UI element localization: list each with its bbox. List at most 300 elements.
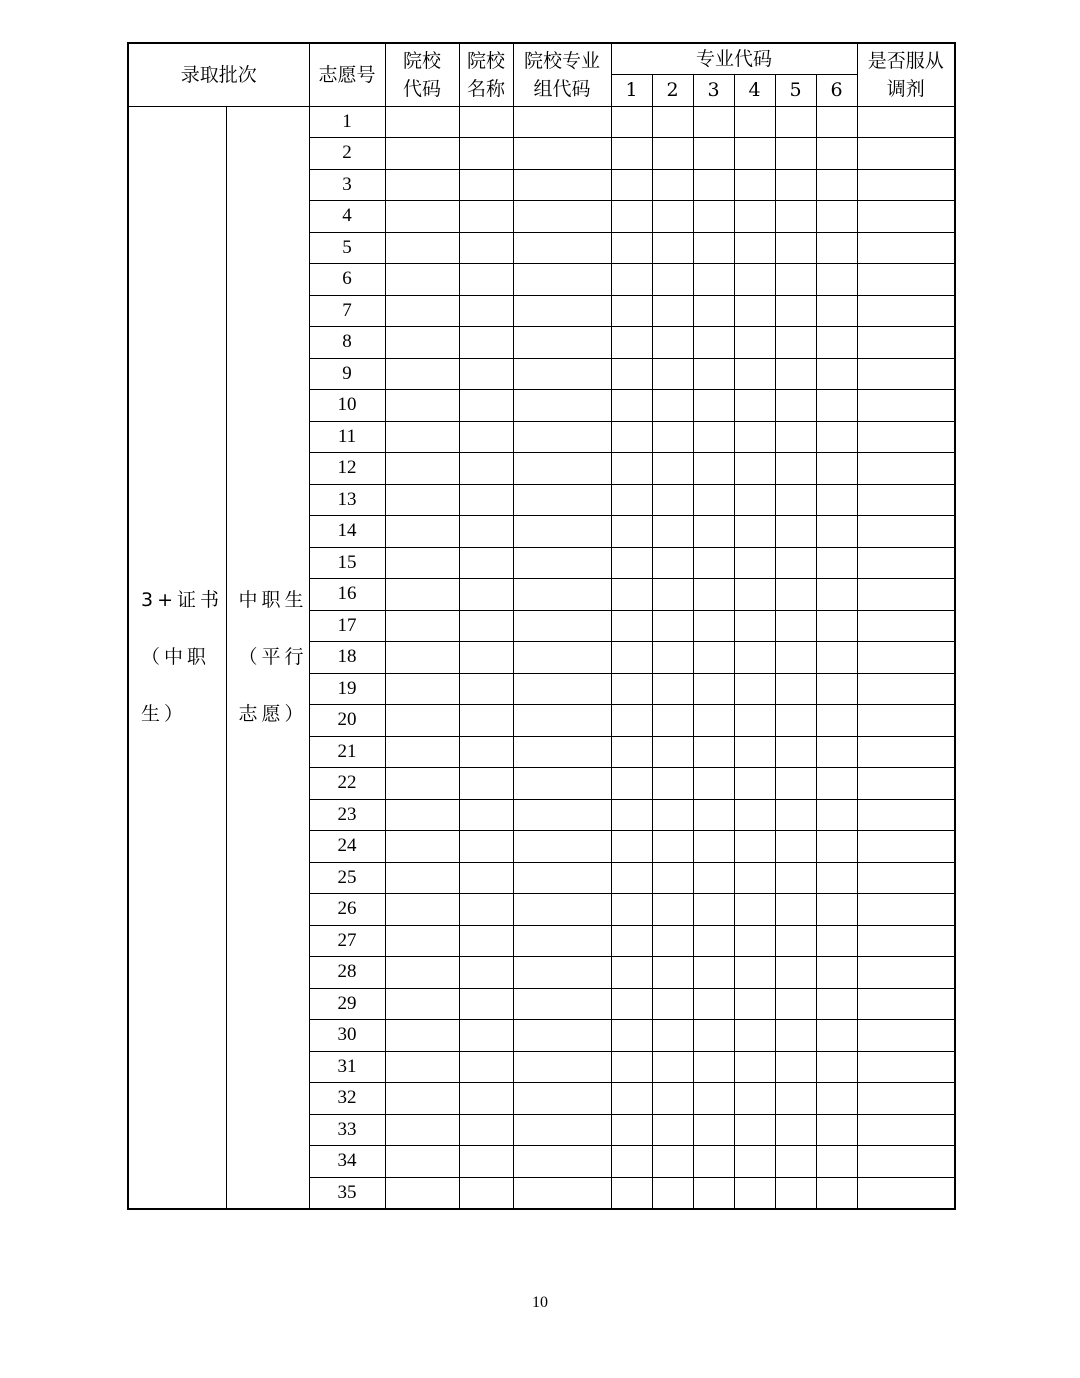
major-code-3-cell[interactable] xyxy=(693,1146,734,1178)
major-code-5-cell[interactable] xyxy=(775,453,816,485)
school-name-cell[interactable] xyxy=(459,201,513,233)
major-code-6-cell[interactable] xyxy=(816,516,857,548)
major-code-1-cell[interactable] xyxy=(611,894,652,926)
group-code-cell[interactable] xyxy=(513,547,611,579)
group-code-cell[interactable] xyxy=(513,736,611,768)
major-code-5-cell[interactable] xyxy=(775,988,816,1020)
group-code-cell[interactable] xyxy=(513,925,611,957)
school-name-cell[interactable] xyxy=(459,358,513,390)
major-code-6-cell[interactable] xyxy=(816,1051,857,1083)
major-code-6-cell[interactable] xyxy=(816,232,857,264)
major-code-3-cell[interactable] xyxy=(693,610,734,642)
adjust-cell[interactable] xyxy=(857,1020,955,1052)
major-code-6-cell[interactable] xyxy=(816,673,857,705)
major-code-3-cell[interactable] xyxy=(693,736,734,768)
adjust-cell[interactable] xyxy=(857,390,955,422)
major-code-3-cell[interactable] xyxy=(693,484,734,516)
major-code-4-cell[interactable] xyxy=(734,106,775,138)
school-name-cell[interactable] xyxy=(459,169,513,201)
school-name-cell[interactable] xyxy=(459,894,513,926)
major-code-3-cell[interactable] xyxy=(693,516,734,548)
major-code-1-cell[interactable] xyxy=(611,169,652,201)
school-name-cell[interactable] xyxy=(459,610,513,642)
major-code-1-cell[interactable] xyxy=(611,232,652,264)
major-code-5-cell[interactable] xyxy=(775,610,816,642)
major-code-4-cell[interactable] xyxy=(734,390,775,422)
major-code-6-cell[interactable] xyxy=(816,106,857,138)
group-code-cell[interactable] xyxy=(513,831,611,863)
adjust-cell[interactable] xyxy=(857,610,955,642)
school-code-cell[interactable] xyxy=(385,547,459,579)
major-code-1-cell[interactable] xyxy=(611,705,652,737)
school-code-cell[interactable] xyxy=(385,1083,459,1115)
major-code-4-cell[interactable] xyxy=(734,579,775,611)
adjust-cell[interactable] xyxy=(857,925,955,957)
major-code-2-cell[interactable] xyxy=(652,547,693,579)
major-code-1-cell[interactable] xyxy=(611,831,652,863)
major-code-3-cell[interactable] xyxy=(693,327,734,359)
group-code-cell[interactable] xyxy=(513,232,611,264)
group-code-cell[interactable] xyxy=(513,484,611,516)
group-code-cell[interactable] xyxy=(513,642,611,674)
major-code-2-cell[interactable] xyxy=(652,390,693,422)
adjust-cell[interactable] xyxy=(857,673,955,705)
major-code-4-cell[interactable] xyxy=(734,484,775,516)
major-code-6-cell[interactable] xyxy=(816,705,857,737)
adjust-cell[interactable] xyxy=(857,327,955,359)
adjust-cell[interactable] xyxy=(857,295,955,327)
major-code-2-cell[interactable] xyxy=(652,232,693,264)
group-code-cell[interactable] xyxy=(513,862,611,894)
major-code-1-cell[interactable] xyxy=(611,421,652,453)
group-code-cell[interactable] xyxy=(513,894,611,926)
group-code-cell[interactable] xyxy=(513,1051,611,1083)
major-code-4-cell[interactable] xyxy=(734,453,775,485)
adjust-cell[interactable] xyxy=(857,736,955,768)
major-code-1-cell[interactable] xyxy=(611,673,652,705)
major-code-4-cell[interactable] xyxy=(734,516,775,548)
major-code-1-cell[interactable] xyxy=(611,579,652,611)
major-code-3-cell[interactable] xyxy=(693,295,734,327)
school-name-cell[interactable] xyxy=(459,988,513,1020)
major-code-5-cell[interactable] xyxy=(775,327,816,359)
school-code-cell[interactable] xyxy=(385,579,459,611)
school-name-cell[interactable] xyxy=(459,106,513,138)
school-code-cell[interactable] xyxy=(385,988,459,1020)
major-code-2-cell[interactable] xyxy=(652,201,693,233)
major-code-2-cell[interactable] xyxy=(652,862,693,894)
major-code-2-cell[interactable] xyxy=(652,453,693,485)
major-code-2-cell[interactable] xyxy=(652,705,693,737)
major-code-1-cell[interactable] xyxy=(611,295,652,327)
major-code-1-cell[interactable] xyxy=(611,768,652,800)
major-code-4-cell[interactable] xyxy=(734,169,775,201)
major-code-2-cell[interactable] xyxy=(652,957,693,989)
major-code-1-cell[interactable] xyxy=(611,1146,652,1178)
adjust-cell[interactable] xyxy=(857,1114,955,1146)
major-code-3-cell[interactable] xyxy=(693,201,734,233)
adjust-cell[interactable] xyxy=(857,516,955,548)
major-code-4-cell[interactable] xyxy=(734,421,775,453)
major-code-6-cell[interactable] xyxy=(816,610,857,642)
major-code-1-cell[interactable] xyxy=(611,327,652,359)
major-code-6-cell[interactable] xyxy=(816,264,857,296)
group-code-cell[interactable] xyxy=(513,705,611,737)
major-code-4-cell[interactable] xyxy=(734,264,775,296)
major-code-4-cell[interactable] xyxy=(734,799,775,831)
adjust-cell[interactable] xyxy=(857,138,955,170)
group-code-cell[interactable] xyxy=(513,1083,611,1115)
major-code-3-cell[interactable] xyxy=(693,232,734,264)
major-code-3-cell[interactable] xyxy=(693,705,734,737)
major-code-3-cell[interactable] xyxy=(693,642,734,674)
major-code-2-cell[interactable] xyxy=(652,925,693,957)
major-code-6-cell[interactable] xyxy=(816,1020,857,1052)
major-code-1-cell[interactable] xyxy=(611,547,652,579)
major-code-5-cell[interactable] xyxy=(775,264,816,296)
major-code-1-cell[interactable] xyxy=(611,201,652,233)
major-code-3-cell[interactable] xyxy=(693,106,734,138)
major-code-6-cell[interactable] xyxy=(816,768,857,800)
major-code-3-cell[interactable] xyxy=(693,1083,734,1115)
major-code-4-cell[interactable] xyxy=(734,1051,775,1083)
major-code-6-cell[interactable] xyxy=(816,390,857,422)
adjust-cell[interactable] xyxy=(857,169,955,201)
school-name-cell[interactable] xyxy=(459,925,513,957)
major-code-4-cell[interactable] xyxy=(734,1146,775,1178)
major-code-4-cell[interactable] xyxy=(734,957,775,989)
major-code-3-cell[interactable] xyxy=(693,894,734,926)
major-code-4-cell[interactable] xyxy=(734,1020,775,1052)
major-code-5-cell[interactable] xyxy=(775,201,816,233)
major-code-3-cell[interactable] xyxy=(693,673,734,705)
group-code-cell[interactable] xyxy=(513,799,611,831)
school-name-cell[interactable] xyxy=(459,232,513,264)
major-code-2-cell[interactable] xyxy=(652,264,693,296)
major-code-3-cell[interactable] xyxy=(693,925,734,957)
group-code-cell[interactable] xyxy=(513,201,611,233)
major-code-5-cell[interactable] xyxy=(775,1177,816,1209)
group-code-cell[interactable] xyxy=(513,957,611,989)
major-code-3-cell[interactable] xyxy=(693,358,734,390)
major-code-4-cell[interactable] xyxy=(734,705,775,737)
adjust-cell[interactable] xyxy=(857,547,955,579)
school-name-cell[interactable] xyxy=(459,1177,513,1209)
group-code-cell[interactable] xyxy=(513,988,611,1020)
major-code-2-cell[interactable] xyxy=(652,1177,693,1209)
major-code-5-cell[interactable] xyxy=(775,957,816,989)
major-code-3-cell[interactable] xyxy=(693,1051,734,1083)
major-code-2-cell[interactable] xyxy=(652,988,693,1020)
major-code-2-cell[interactable] xyxy=(652,295,693,327)
school-name-cell[interactable] xyxy=(459,736,513,768)
major-code-1-cell[interactable] xyxy=(611,1083,652,1115)
school-name-cell[interactable] xyxy=(459,831,513,863)
major-code-5-cell[interactable] xyxy=(775,295,816,327)
school-name-cell[interactable] xyxy=(459,673,513,705)
major-code-1-cell[interactable] xyxy=(611,925,652,957)
adjust-cell[interactable] xyxy=(857,421,955,453)
school-name-cell[interactable] xyxy=(459,327,513,359)
major-code-3-cell[interactable] xyxy=(693,862,734,894)
major-code-2-cell[interactable] xyxy=(652,1020,693,1052)
adjust-cell[interactable] xyxy=(857,642,955,674)
school-code-cell[interactable] xyxy=(385,894,459,926)
school-name-cell[interactable] xyxy=(459,421,513,453)
school-code-cell[interactable] xyxy=(385,642,459,674)
major-code-2-cell[interactable] xyxy=(652,516,693,548)
school-name-cell[interactable] xyxy=(459,138,513,170)
major-code-2-cell[interactable] xyxy=(652,831,693,863)
major-code-6-cell[interactable] xyxy=(816,988,857,1020)
major-code-4-cell[interactable] xyxy=(734,736,775,768)
major-code-3-cell[interactable] xyxy=(693,264,734,296)
major-code-6-cell[interactable] xyxy=(816,1146,857,1178)
school-code-cell[interactable] xyxy=(385,453,459,485)
school-code-cell[interactable] xyxy=(385,1146,459,1178)
major-code-1-cell[interactable] xyxy=(611,736,652,768)
school-code-cell[interactable] xyxy=(385,957,459,989)
school-name-cell[interactable] xyxy=(459,1020,513,1052)
school-name-cell[interactable] xyxy=(459,957,513,989)
major-code-5-cell[interactable] xyxy=(775,358,816,390)
school-name-cell[interactable] xyxy=(459,390,513,422)
group-code-cell[interactable] xyxy=(513,673,611,705)
major-code-3-cell[interactable] xyxy=(693,579,734,611)
group-code-cell[interactable] xyxy=(513,1020,611,1052)
major-code-5-cell[interactable] xyxy=(775,516,816,548)
major-code-6-cell[interactable] xyxy=(816,736,857,768)
major-code-4-cell[interactable] xyxy=(734,831,775,863)
major-code-3-cell[interactable] xyxy=(693,138,734,170)
school-name-cell[interactable] xyxy=(459,264,513,296)
major-code-2-cell[interactable] xyxy=(652,768,693,800)
major-code-4-cell[interactable] xyxy=(734,1114,775,1146)
school-code-cell[interactable] xyxy=(385,1020,459,1052)
school-code-cell[interactable] xyxy=(385,327,459,359)
major-code-6-cell[interactable] xyxy=(816,327,857,359)
group-code-cell[interactable] xyxy=(513,421,611,453)
major-code-5-cell[interactable] xyxy=(775,1083,816,1115)
adjust-cell[interactable] xyxy=(857,264,955,296)
school-name-cell[interactable] xyxy=(459,547,513,579)
major-code-1-cell[interactable] xyxy=(611,1051,652,1083)
major-code-6-cell[interactable] xyxy=(816,831,857,863)
school-name-cell[interactable] xyxy=(459,453,513,485)
major-code-6-cell[interactable] xyxy=(816,642,857,674)
adjust-cell[interactable] xyxy=(857,453,955,485)
group-code-cell[interactable] xyxy=(513,264,611,296)
major-code-1-cell[interactable] xyxy=(611,610,652,642)
major-code-2-cell[interactable] xyxy=(652,1051,693,1083)
major-code-1-cell[interactable] xyxy=(611,988,652,1020)
major-code-1-cell[interactable] xyxy=(611,862,652,894)
major-code-2-cell[interactable] xyxy=(652,642,693,674)
major-code-5-cell[interactable] xyxy=(775,894,816,926)
adjust-cell[interactable] xyxy=(857,358,955,390)
major-code-3-cell[interactable] xyxy=(693,421,734,453)
group-code-cell[interactable] xyxy=(513,169,611,201)
group-code-cell[interactable] xyxy=(513,295,611,327)
school-code-cell[interactable] xyxy=(385,169,459,201)
major-code-3-cell[interactable] xyxy=(693,988,734,1020)
school-code-cell[interactable] xyxy=(385,516,459,548)
school-name-cell[interactable] xyxy=(459,1114,513,1146)
major-code-5-cell[interactable] xyxy=(775,925,816,957)
school-code-cell[interactable] xyxy=(385,1051,459,1083)
major-code-1-cell[interactable] xyxy=(611,1177,652,1209)
adjust-cell[interactable] xyxy=(857,106,955,138)
group-code-cell[interactable] xyxy=(513,1114,611,1146)
major-code-5-cell[interactable] xyxy=(775,736,816,768)
major-code-2-cell[interactable] xyxy=(652,579,693,611)
adjust-cell[interactable] xyxy=(857,894,955,926)
school-code-cell[interactable] xyxy=(385,673,459,705)
major-code-6-cell[interactable] xyxy=(816,295,857,327)
major-code-6-cell[interactable] xyxy=(816,1114,857,1146)
school-code-cell[interactable] xyxy=(385,106,459,138)
major-code-3-cell[interactable] xyxy=(693,831,734,863)
major-code-6-cell[interactable] xyxy=(816,1177,857,1209)
major-code-2-cell[interactable] xyxy=(652,1146,693,1178)
school-code-cell[interactable] xyxy=(385,264,459,296)
major-code-2-cell[interactable] xyxy=(652,421,693,453)
major-code-4-cell[interactable] xyxy=(734,925,775,957)
adjust-cell[interactable] xyxy=(857,1177,955,1209)
major-code-4-cell[interactable] xyxy=(734,1083,775,1115)
major-code-3-cell[interactable] xyxy=(693,768,734,800)
major-code-2-cell[interactable] xyxy=(652,1114,693,1146)
school-code-cell[interactable] xyxy=(385,705,459,737)
major-code-2-cell[interactable] xyxy=(652,106,693,138)
adjust-cell[interactable] xyxy=(857,988,955,1020)
major-code-2-cell[interactable] xyxy=(652,1083,693,1115)
major-code-5-cell[interactable] xyxy=(775,169,816,201)
school-code-cell[interactable] xyxy=(385,358,459,390)
major-code-4-cell[interactable] xyxy=(734,642,775,674)
major-code-5-cell[interactable] xyxy=(775,547,816,579)
group-code-cell[interactable] xyxy=(513,579,611,611)
major-code-5-cell[interactable] xyxy=(775,484,816,516)
adjust-cell[interactable] xyxy=(857,1083,955,1115)
major-code-5-cell[interactable] xyxy=(775,673,816,705)
major-code-2-cell[interactable] xyxy=(652,894,693,926)
major-code-2-cell[interactable] xyxy=(652,358,693,390)
major-code-1-cell[interactable] xyxy=(611,1020,652,1052)
major-code-6-cell[interactable] xyxy=(816,579,857,611)
major-code-4-cell[interactable] xyxy=(734,232,775,264)
school-code-cell[interactable] xyxy=(385,295,459,327)
major-code-1-cell[interactable] xyxy=(611,516,652,548)
major-code-3-cell[interactable] xyxy=(693,1114,734,1146)
major-code-6-cell[interactable] xyxy=(816,862,857,894)
adjust-cell[interactable] xyxy=(857,232,955,264)
major-code-2-cell[interactable] xyxy=(652,138,693,170)
major-code-5-cell[interactable] xyxy=(775,831,816,863)
school-name-cell[interactable] xyxy=(459,579,513,611)
major-code-1-cell[interactable] xyxy=(611,264,652,296)
major-code-3-cell[interactable] xyxy=(693,169,734,201)
major-code-6-cell[interactable] xyxy=(816,421,857,453)
major-code-5-cell[interactable] xyxy=(775,1020,816,1052)
adjust-cell[interactable] xyxy=(857,768,955,800)
major-code-1-cell[interactable] xyxy=(611,106,652,138)
group-code-cell[interactable] xyxy=(513,358,611,390)
major-code-1-cell[interactable] xyxy=(611,1114,652,1146)
school-name-cell[interactable] xyxy=(459,1051,513,1083)
school-code-cell[interactable] xyxy=(385,201,459,233)
school-code-cell[interactable] xyxy=(385,736,459,768)
group-code-cell[interactable] xyxy=(513,768,611,800)
school-code-cell[interactable] xyxy=(385,138,459,170)
major-code-3-cell[interactable] xyxy=(693,1177,734,1209)
adjust-cell[interactable] xyxy=(857,705,955,737)
group-code-cell[interactable] xyxy=(513,610,611,642)
major-code-1-cell[interactable] xyxy=(611,642,652,674)
major-code-4-cell[interactable] xyxy=(734,988,775,1020)
school-name-cell[interactable] xyxy=(459,768,513,800)
major-code-5-cell[interactable] xyxy=(775,705,816,737)
school-code-cell[interactable] xyxy=(385,232,459,264)
major-code-3-cell[interactable] xyxy=(693,799,734,831)
major-code-3-cell[interactable] xyxy=(693,390,734,422)
major-code-1-cell[interactable] xyxy=(611,484,652,516)
major-code-6-cell[interactable] xyxy=(816,138,857,170)
major-code-3-cell[interactable] xyxy=(693,547,734,579)
major-code-6-cell[interactable] xyxy=(816,547,857,579)
adjust-cell[interactable] xyxy=(857,1146,955,1178)
school-code-cell[interactable] xyxy=(385,768,459,800)
school-name-cell[interactable] xyxy=(459,799,513,831)
major-code-6-cell[interactable] xyxy=(816,799,857,831)
major-code-2-cell[interactable] xyxy=(652,673,693,705)
school-code-cell[interactable] xyxy=(385,862,459,894)
group-code-cell[interactable] xyxy=(513,516,611,548)
major-code-6-cell[interactable] xyxy=(816,201,857,233)
major-code-6-cell[interactable] xyxy=(816,1083,857,1115)
school-name-cell[interactable] xyxy=(459,862,513,894)
school-code-cell[interactable] xyxy=(385,925,459,957)
major-code-1-cell[interactable] xyxy=(611,358,652,390)
major-code-5-cell[interactable] xyxy=(775,799,816,831)
school-code-cell[interactable] xyxy=(385,799,459,831)
major-code-6-cell[interactable] xyxy=(816,957,857,989)
school-name-cell[interactable] xyxy=(459,705,513,737)
major-code-2-cell[interactable] xyxy=(652,799,693,831)
school-code-cell[interactable] xyxy=(385,484,459,516)
school-name-cell[interactable] xyxy=(459,642,513,674)
major-code-5-cell[interactable] xyxy=(775,138,816,170)
school-name-cell[interactable] xyxy=(459,1083,513,1115)
group-code-cell[interactable] xyxy=(513,453,611,485)
major-code-1-cell[interactable] xyxy=(611,390,652,422)
school-name-cell[interactable] xyxy=(459,516,513,548)
major-code-5-cell[interactable] xyxy=(775,642,816,674)
major-code-6-cell[interactable] xyxy=(816,894,857,926)
major-code-1-cell[interactable] xyxy=(611,799,652,831)
major-code-2-cell[interactable] xyxy=(652,484,693,516)
major-code-4-cell[interactable] xyxy=(734,768,775,800)
major-code-6-cell[interactable] xyxy=(816,925,857,957)
major-code-6-cell[interactable] xyxy=(816,484,857,516)
major-code-4-cell[interactable] xyxy=(734,138,775,170)
group-code-cell[interactable] xyxy=(513,390,611,422)
major-code-3-cell[interactable] xyxy=(693,957,734,989)
school-code-cell[interactable] xyxy=(385,831,459,863)
group-code-cell[interactable] xyxy=(513,1177,611,1209)
adjust-cell[interactable] xyxy=(857,831,955,863)
school-code-cell[interactable] xyxy=(385,1114,459,1146)
